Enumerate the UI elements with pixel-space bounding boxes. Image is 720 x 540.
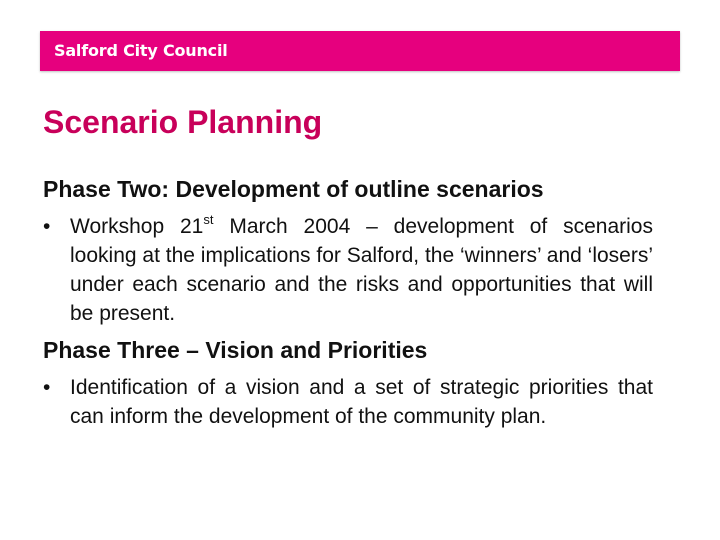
brand-logo-text: Salford City Council bbox=[54, 41, 228, 60]
ordinal-suffix: st bbox=[203, 212, 214, 227]
header-banner bbox=[40, 31, 680, 71]
phase-two-bullet bbox=[43, 212, 653, 328]
bullet-text bbox=[70, 212, 653, 328]
bullet-text-rest: March 2004 – development of scenarios looking at the implications for Salford, the ‘winners’ and ‘losers’ under each scenario and the risks and opportunities that will be present. bbox=[70, 215, 653, 325]
phase-two-heading: Phase Two: Development of outline scenarios bbox=[43, 176, 544, 202]
bullet-icon: • bbox=[43, 376, 51, 399]
bullet-text-start: Workshop 21 bbox=[70, 215, 204, 238]
bullet-text: Identification of a vision and a set of strategic priorities that can inform the development of the community plan. bbox=[70, 376, 653, 428]
phase-three-heading: Phase Three – Vision and Priorities bbox=[43, 337, 428, 363]
slide-title: Scenario Planning bbox=[43, 104, 323, 140]
bullet-icon: • bbox=[43, 215, 51, 238]
phase-three-bullet bbox=[43, 373, 653, 431]
